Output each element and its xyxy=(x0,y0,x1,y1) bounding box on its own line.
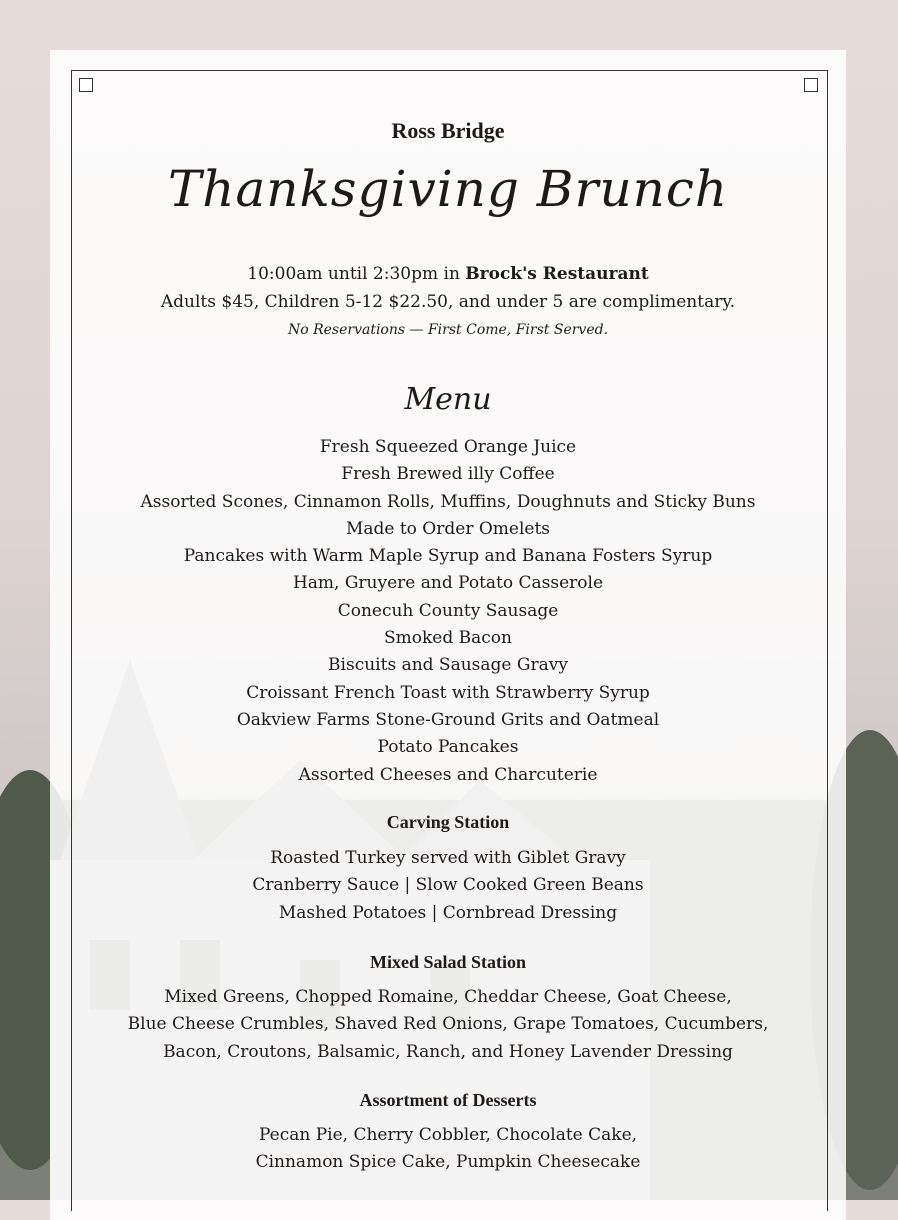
menu-items-list xyxy=(50,434,846,789)
list-item: Cranberry Sauce | Slow Cooked Green Beans xyxy=(252,875,644,896)
list-item: Mashed Potatoes | Cornbread Dressing xyxy=(278,902,618,923)
hours-line xyxy=(50,260,846,288)
pricing-line: Adults $45, Children 5-12 $22.50, and under 5 are complimentary. xyxy=(160,292,736,312)
list-item: Assorted Cheeses and Charcuterie xyxy=(298,764,598,785)
list-item: Biscuits and Sausage Gravy xyxy=(328,655,568,676)
list-item: Mixed Greens, Chopped Romaine, Cheddar Cheese, Goat Cheese, xyxy=(164,987,732,1007)
list-item: Cinnamon Spice Cake, Pumpkin Cheesecake xyxy=(255,1152,641,1173)
list-item: Assorted Scones, Cinnamon Rolls, Muffins, Doughnuts and Sticky Buns xyxy=(140,491,756,512)
carving-station-heading: Carving Station xyxy=(386,812,510,832)
list-item: Croissant French Toast with Strawberry Syrup xyxy=(246,682,650,703)
carving-items-list xyxy=(50,845,846,927)
event-title: Thanksgiving Brunch xyxy=(167,160,729,218)
restaurant-name: Brock's Restaurant xyxy=(465,264,649,284)
salad-station-heading: Mixed Salad Station xyxy=(369,952,527,972)
frame-corner-ornament-right xyxy=(804,78,818,92)
desserts-items-list xyxy=(50,1122,846,1177)
menu-heading: Menu xyxy=(404,382,492,417)
reservation-note: No Reservations — First Come, First Served. xyxy=(287,322,609,338)
list-item: Bacon, Croutons, Balsamic, Ranch, and Honey Lavender Dressing xyxy=(163,1041,733,1062)
list-item: Pecan Pie, Cherry Cobbler, Chocolate Cake, xyxy=(258,1125,638,1145)
list-item: Oakview Farms Stone-Ground Grits and Oatmeal xyxy=(236,709,660,730)
venue-name: Ross Bridge xyxy=(391,118,505,143)
salad-items-list xyxy=(50,984,846,1066)
list-item: Blue Cheese Crumbles, Shaved Red Onions, Grape Tomatoes, Cucumbers, xyxy=(127,1014,769,1035)
frame-corner-ornament-left xyxy=(79,78,93,92)
list-item: Pancakes with Warm Maple Syrup and Banana Fosters Syrup xyxy=(183,546,713,567)
list-item: Fresh Brewed illy Coffee xyxy=(341,464,555,485)
hours-text: 10:00am until 2:30pm in xyxy=(247,264,466,284)
list-item: Made to Order Omelets xyxy=(345,518,551,539)
list-item: Potato Pancakes xyxy=(377,737,519,758)
desserts-heading: Assortment of Desserts xyxy=(359,1090,537,1110)
list-item: Smoked Bacon xyxy=(384,628,512,649)
list-item: Fresh Squeezed Orange Juice xyxy=(319,437,577,457)
list-item: Ham, Gruyere and Potato Casserole xyxy=(292,573,604,594)
list-item: Roasted Turkey served with Giblet Gravy xyxy=(270,848,626,868)
event-details xyxy=(50,260,846,344)
list-item: Conecuh County Sausage xyxy=(337,600,559,621)
